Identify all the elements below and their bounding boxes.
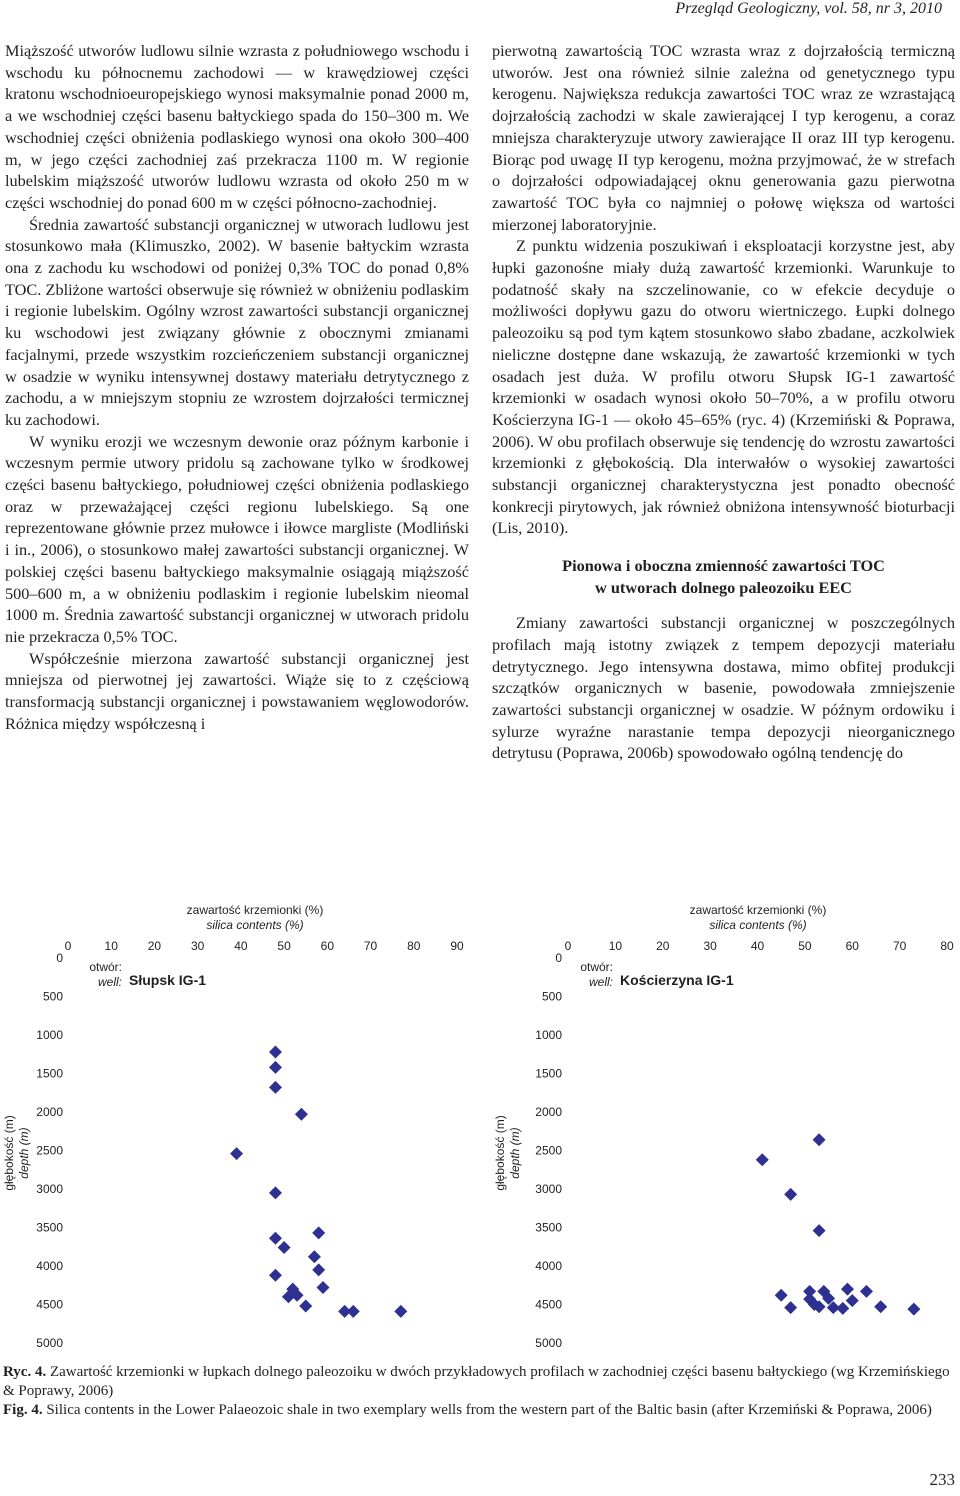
- x-tick-label: 80: [940, 939, 954, 953]
- data-point: [230, 1147, 243, 1160]
- y-tick-label: 3500: [36, 1220, 63, 1235]
- x-tick-label: 80: [407, 939, 421, 953]
- y-tick-label: 2500: [36, 1143, 63, 1158]
- x-axis-label: zawartość krzemionki (%): [689, 903, 827, 917]
- y-tick-label: 1500: [535, 1066, 562, 1081]
- well-label: otwór:: [89, 960, 122, 974]
- y-tick-label: 4000: [36, 1259, 63, 1273]
- x-tick-label: 90: [450, 939, 464, 953]
- data-point: [841, 1283, 854, 1296]
- y-tick-label: 4000: [535, 1259, 562, 1273]
- paragraph: Z punktu widzenia poszukiwań i eksploatacji korzystne jest, aby łupki gazonośne miały dużą zawartość krzemionki. Warunkuje to podatność skały na szczelinowanie, co w efekcie decyduje o możliwości dopływu gazu do otworu wiertniczego. Łupki dolnego paleozoiku są pod tym kątem stosunkowo słabo zbadane, aczkolwiek nieliczne dostępne dane wskazują, że zawartość krzemionki w tych osadach jest duża. W profilu otworu Słupsk IG-1 zawartość krzemionki w osadach wynosi około 50–70%, a w profilu otworu Kościerzyna IG-1 — około 45–65% (ryc. 4) (Krzemiński & Poprawa, 2006). W obu profilach obserwuje się tendencję do wzrostu zawartości krzemionki z głębokością. Dla interwałów o wysokiej zawartości substancji organicznej charakterystyczna jest ponadto obecność konkrecji pirytowych, jak również obniżona intensywność bioturbacji (Lis, 2010).: [492, 236, 955, 538]
- x-tick-label: 30: [190, 939, 205, 953]
- data-point: [907, 1303, 920, 1316]
- x-axis-label-en: silica contents (%): [709, 918, 807, 932]
- caption-pl: [3, 1363, 955, 1401]
- data-points: [756, 1133, 921, 1315]
- data-point: [278, 1241, 291, 1254]
- y-tick-label: 3000: [36, 1182, 63, 1196]
- y-tick-label: 1000: [535, 1028, 562, 1042]
- x-tick-labels: [65, 939, 464, 953]
- data-point: [860, 1285, 873, 1298]
- y-tick-label: 500: [42, 989, 63, 1004]
- y-tick-label: 3000: [535, 1182, 562, 1196]
- y-tick-label: 0: [56, 951, 63, 965]
- paragraph: Średnia zawartość substancji organicznej w utworach ludlowu jest stosunkowo mała (Klimuszko, 2002). W basenie bałtyckim wzrasta ona z zachodu ku wschodowi od poniżej 0,3% TOC do ponad 0,8% TOC. Zbliżone wartości obserwuje się również w obniżeniu podlaskim i regionie lubelskim. Ogólny wzrost zawartości substancji organicznej ku wschodowi jest związany głównie z obocznymi zmianami facjalnymi, przede wszystkim rozcieńczeniem substancji organicznej w osadzie w wyniku intensywnej dostawy materiału detrytycznego z zachodu, a w mniejszym stopniu ze wzrostem dojrzałości termicznej ku zachodowi.: [5, 214, 469, 429]
- x-tick-label: 10: [104, 939, 118, 953]
- data-point: [784, 1188, 797, 1201]
- data-point: [312, 1263, 325, 1276]
- y-tick-labels: [36, 951, 63, 1350]
- y-axis-label-en: depth (m): [17, 1127, 31, 1179]
- data-point: [813, 1224, 826, 1237]
- data-point: [394, 1305, 407, 1318]
- well-label-en: well:: [97, 975, 122, 989]
- y-tick-label: 1000: [36, 1028, 63, 1042]
- data-point: [874, 1300, 887, 1313]
- y-tick-label: 2500: [535, 1143, 562, 1158]
- data-point: [784, 1301, 797, 1314]
- x-tick-label: 10: [608, 939, 623, 953]
- x-tick-label: 0: [64, 939, 72, 953]
- x-tick-label: 60: [845, 939, 859, 953]
- caption-text: Silica contents in the Lower Palaeozoic shale in two exemplary wells from the western part of the Baltic basin (after Krzemiński & Poprawa, 2006): [46, 1402, 932, 1418]
- section-heading-line: w utworach dolnego paleozoiku EEC: [595, 577, 852, 597]
- caption-label: Fig. 4.: [3, 1402, 43, 1418]
- y-tick-label: 500: [541, 989, 562, 1004]
- data-point: [269, 1232, 282, 1245]
- x-tick-label: 70: [363, 939, 378, 953]
- y-tick-label: 1500: [36, 1066, 63, 1081]
- x-tick-labels: [565, 939, 954, 953]
- y-tick-label: 4500: [36, 1297, 63, 1312]
- y-tick-label: 4500: [535, 1297, 562, 1312]
- x-tick-label: 20: [656, 939, 670, 953]
- data-point: [312, 1226, 325, 1239]
- chart-svg: [480, 900, 960, 1352]
- data-point: [836, 1302, 849, 1315]
- y-tick-labels: [535, 951, 562, 1350]
- data-point: [347, 1305, 360, 1318]
- well-name: Kościerzyna IG-1: [620, 972, 734, 988]
- data-point: [295, 1108, 308, 1121]
- x-axis-label-en: silica contents (%): [206, 918, 304, 932]
- right-text-column: [492, 40, 955, 764]
- x-tick-label: 30: [703, 939, 717, 953]
- data-point: [269, 1045, 282, 1058]
- y-tick-label: 2000: [535, 1105, 562, 1119]
- data-point: [775, 1289, 788, 1302]
- chart-svg: [0, 900, 480, 1352]
- paragraph: pierwotną zawartością TOC wzrasta wraz z dojrzałością termiczną utworów. Jest ona również silnie zależna od genetycznego typu kerogenu. Największa redukcja zawartości TOC wraz ze wzrastającą dojrzałością zachodzi w skale zawierającej I typ kerogenu, a coraz mniejsza charakteryzuje utwory zawierające II oraz III typ kerogenu. Biorąc pod uwagę II typ kerogenu, można przyjmować, że w strefach o dojrzałości odpowiadającej oknu generowania gazu pierwotna zawartość TOC była co najmniej o połowę większa od wartości mierzonej laboratoryjnie.: [492, 41, 955, 234]
- y-tick-label: 2000: [36, 1105, 63, 1119]
- x-tick-label: 40: [750, 939, 765, 953]
- y-axis-label-en: depth (m): [508, 1127, 522, 1179]
- well-name: Słupsk IG-1: [129, 972, 207, 988]
- x-tick-label: 0: [564, 939, 572, 953]
- data-point: [269, 1269, 282, 1282]
- data-points: [230, 1045, 407, 1317]
- paragraph: W wyniku erozji we wczesnym dewonie oraz późnym karbonie i wczesnym permie utwory pridolu są zachowane tylko w środkowej części basenu bałtyckiego, południowej części obniżenia podlaskiego oraz w przeważającej części regionu lubelskiego. Są one reprezentowane głównie przez mułowce i iłowce margliste (Modliński i in., 2006), o stosunkowo małej zawartości substancji organicznej. W polskiej części basenu bałtyckiego maksymalnie osiągają miąższość 500–600 m, a w obniżeniu podlaskim i regionie lubelskim nieomal 1000 m. Średnia zawartość substancji organicznej w utworach pridolu nie przekracza 0,5% TOC.: [5, 431, 469, 646]
- y-tick-label: 5000: [535, 1336, 562, 1350]
- page-number: 233: [929, 1470, 955, 1489]
- data-point: [299, 1300, 312, 1313]
- data-point: [308, 1250, 321, 1263]
- figure-caption: [3, 1363, 955, 1420]
- caption-text: Zawartość krzemionki w łupkach dolnego paleozoiku w dwóch przykładowych profilach w zachodniej części basenu bałtyckiego (wg Krzemińskiego & Poprawy, 2006): [3, 1364, 950, 1399]
- chart-koscierzyna: [480, 900, 960, 1352]
- x-tick-label: 20: [147, 939, 162, 953]
- section-heading-line: Pionowa i oboczna zmienność zawartości TOC: [562, 556, 885, 576]
- paragraph: Miąższość utworów ludlowu silnie wzrasta z południowego wschodu i wschodu ku północnemu zachodowi — w krawędziowej części kratonu wschodnioeuropejskiego wynosi maksymalnie ponad 2000 m, a we wschodniej części basenu bałtyckiego spada do 150–300 m. We wschodniej części obniżenia podlaskiego wynosi ona około 300–400 m, w jego części zachodniej zaś przekracza 1100 m. W regionie lubelskim miąższość utworów ludlowu wzrasta od około 250 m w części wschodniej do ponad 600 m w części północno-zachodniej.: [5, 41, 469, 212]
- well-label-en: well:: [588, 975, 613, 989]
- running-head: Przegląd Geologiczny, vol. 58, nr 3, 2010: [675, 0, 942, 17]
- caption-label: Ryc. 4.: [3, 1364, 47, 1380]
- y-tick-label: 5000: [36, 1336, 63, 1350]
- left-text-column: [5, 40, 469, 735]
- data-point: [756, 1153, 769, 1166]
- x-axis-label: zawartość krzemionki (%): [186, 903, 324, 917]
- y-tick-label: 3500: [535, 1220, 562, 1235]
- data-point: [846, 1294, 859, 1307]
- x-tick-label: 50: [277, 939, 291, 953]
- x-tick-label: 40: [234, 939, 248, 953]
- section-heading: [492, 555, 955, 598]
- data-point: [317, 1281, 330, 1294]
- x-tick-label: 70: [892, 939, 907, 953]
- caption-en: [3, 1401, 955, 1420]
- x-tick-label: 50: [798, 939, 812, 953]
- x-tick-label: 60: [320, 939, 335, 953]
- data-point: [269, 1081, 282, 1094]
- data-point: [269, 1186, 282, 1199]
- chart-slupsk: [0, 900, 480, 1352]
- well-label: otwór:: [580, 960, 613, 974]
- paragraph: Zmiany zawartości substancji organicznej w poszczególnych profilach mają istotny związek z tempem depozycji materiału detrytycznego. Jego intensywna dostawa, mimo obfitej produkcji szczątków organicznych w basenie, powodowała zmniejszenie zawartości substancji organicznej w osadzie. W późnym ordowiku i sylurze wyraźne narastanie tempa depozycji nieorganicznego detrytusu (Poprawa, 2006b) spowodowało ogólną tendencję do: [492, 613, 955, 763]
- y-axis-label: głębokość (m): [493, 1115, 507, 1191]
- y-axis-label: głębokość (m): [2, 1115, 16, 1191]
- y-tick-label: 0: [555, 951, 562, 965]
- data-point: [269, 1061, 282, 1074]
- data-point: [813, 1133, 826, 1146]
- paragraph: Współcześnie mierzona zawartość substancji organicznej jest mniejsza od pierwotnej jej zawartości. Wiąże się to z częściową transformacją substancji organicznej i powstawaniem węglowodorów. Różnica między współczesną i: [5, 648, 469, 733]
